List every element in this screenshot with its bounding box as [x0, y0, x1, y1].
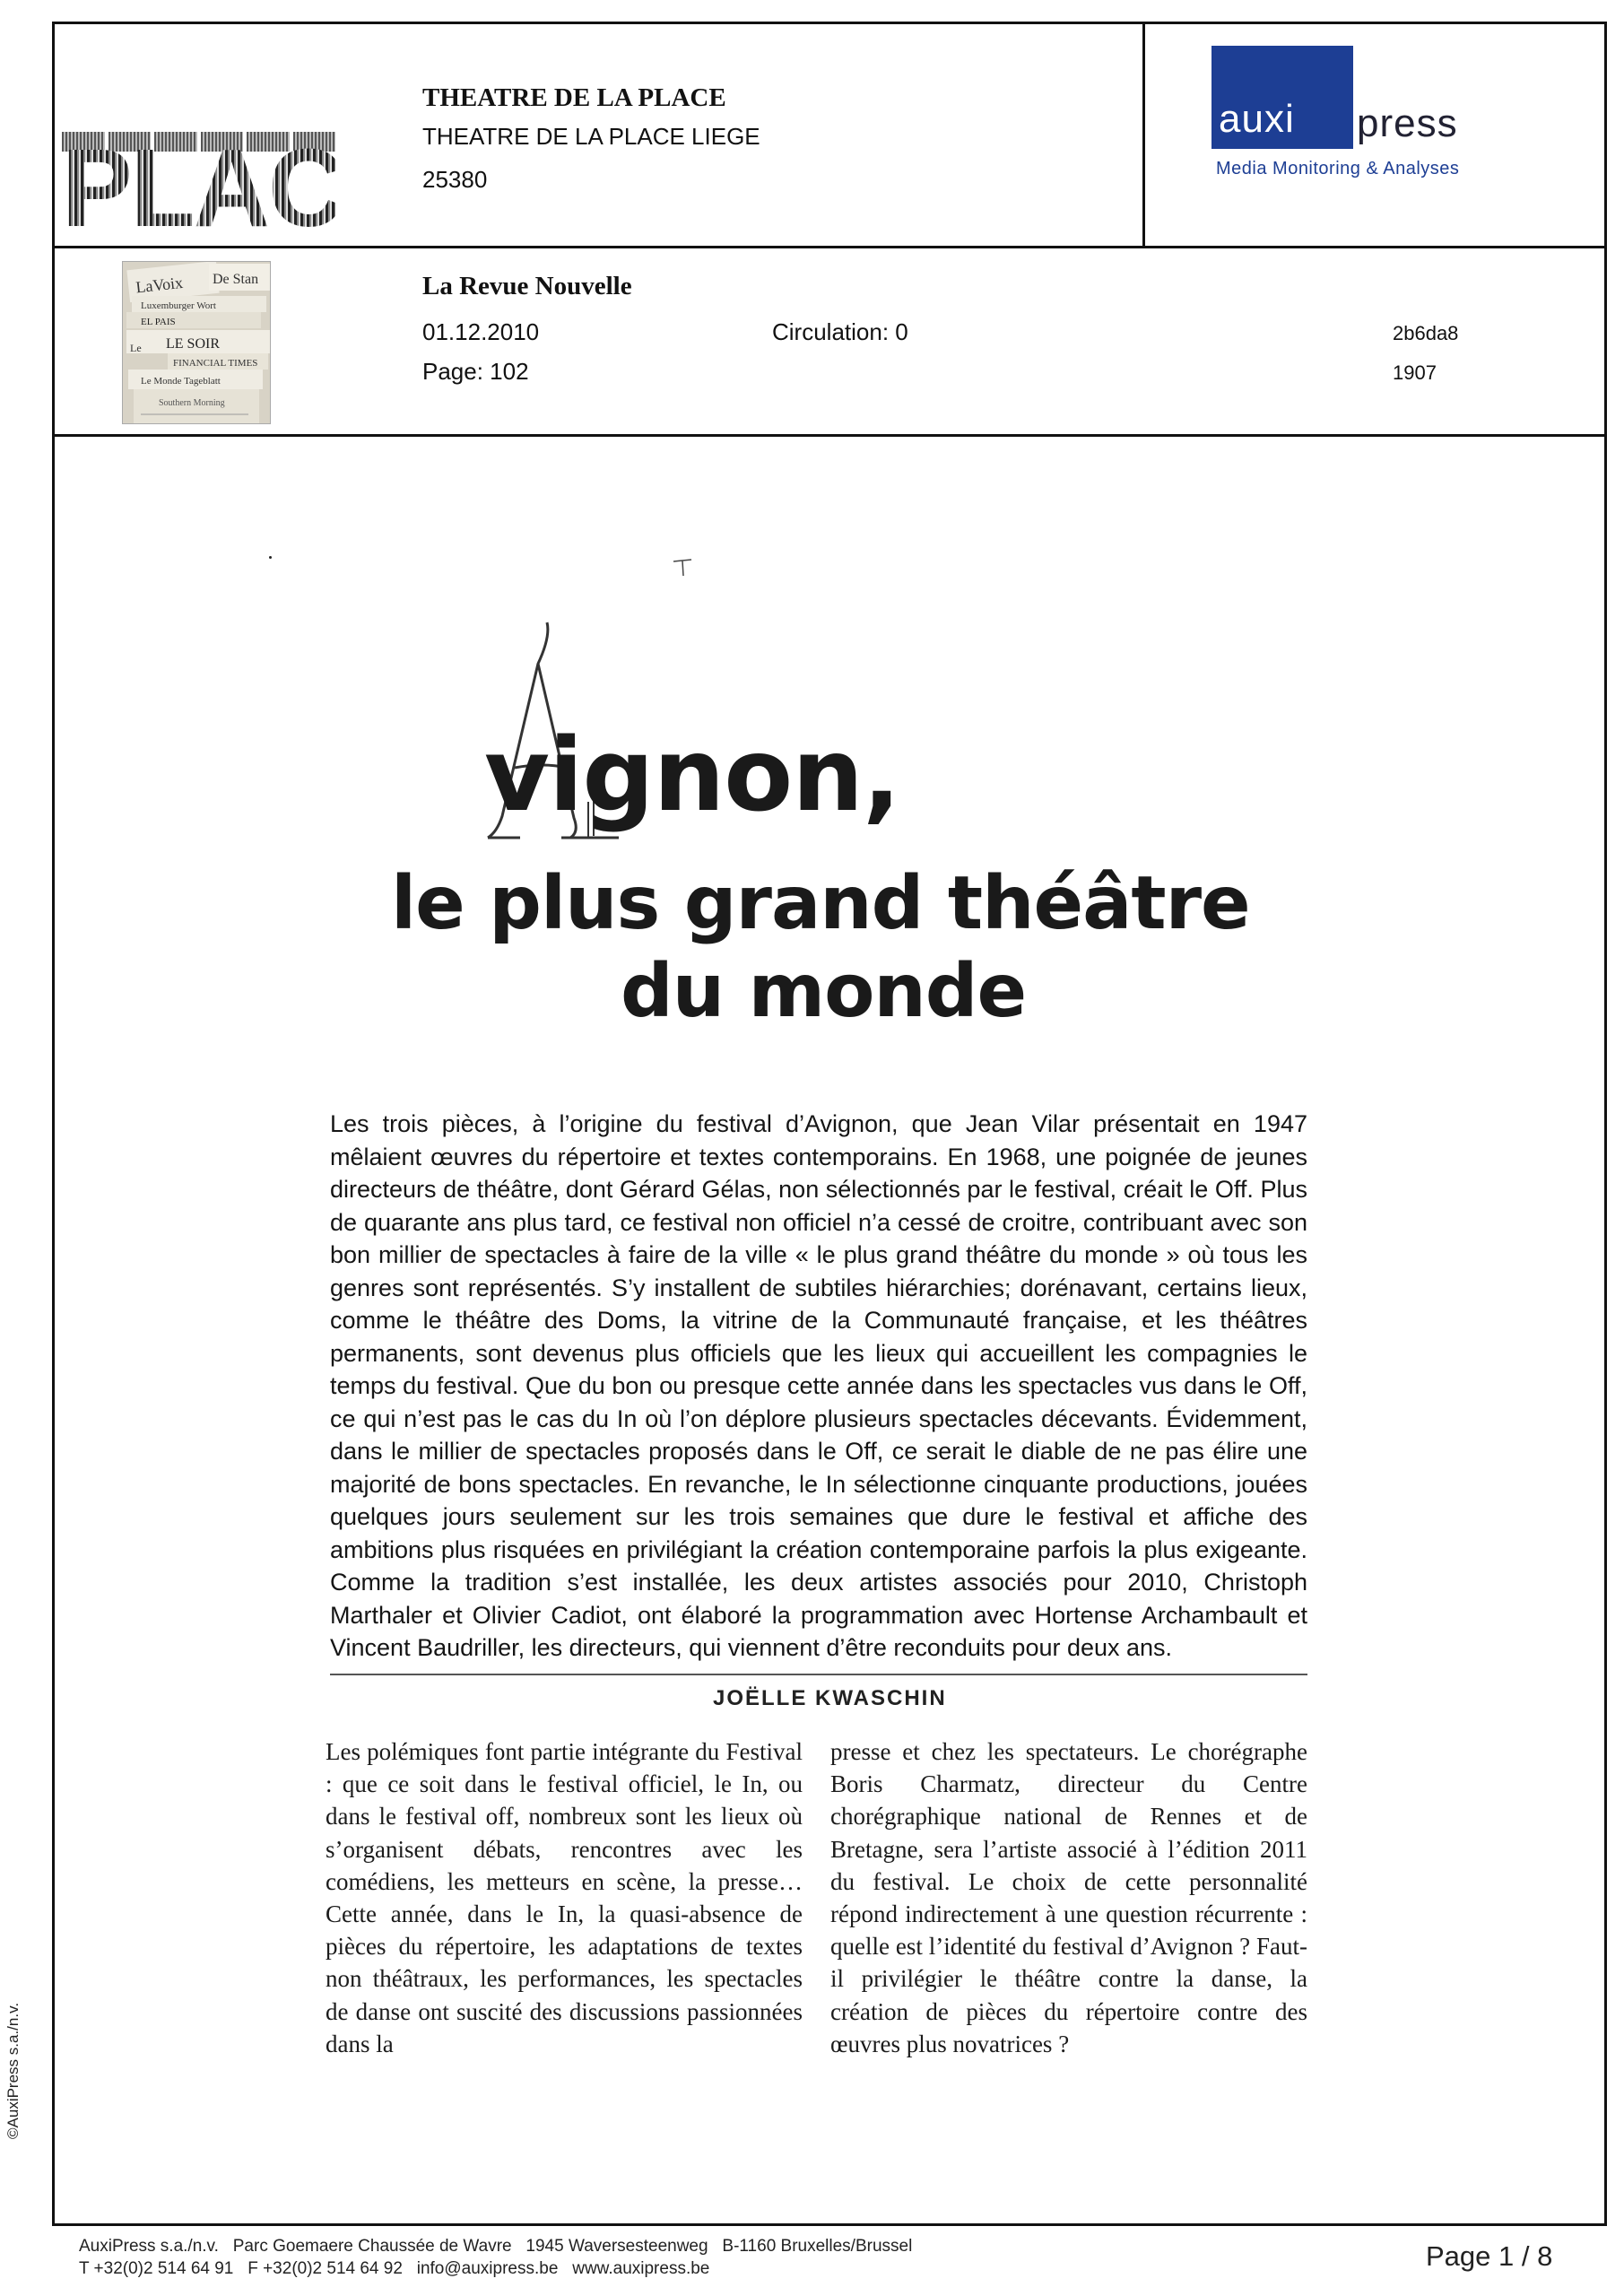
scan-mark-icon: [671, 556, 694, 579]
publication-page: Page: 102: [422, 358, 529, 385]
svg-text:Southern Morning: Southern Morning: [159, 398, 225, 408]
article-author: JOËLLE KWASCHIN: [713, 1686, 947, 1710]
client-subname: THEATRE DE LA PLACE LIEGE: [422, 123, 760, 150]
article-title-line1: vignon,: [484, 718, 900, 834]
page-number: Page 1 / 8: [1426, 2240, 1553, 2272]
article-column-1: Les polémiques font partie intégrante du Festival : que ce soit dans le festival officiel, le In, ou dans le festival off, nombreux sont les lieux où s’organisent débats, rencontres avec les comédiens, les metteurs en scène, la presse… Cette année, dans le In, la quasi-absence de pièces du répertoire, les adaptations de textes non théâtraux, les performances, les spectacles de danse ont suscité des discussions passionnées dans la: [326, 1738, 803, 2057]
auxipress-logo-auxi: auxi: [1219, 97, 1295, 141]
svg-text:EL PAIS: EL PAIS: [141, 317, 176, 327]
author-divider: [330, 1674, 1307, 1675]
newspapers-thumbnail: [122, 261, 271, 424]
logo-word: PLACE: [62, 126, 412, 251]
publication-circulation: Circulation: 0: [772, 318, 908, 345]
publication-code: 2b6da8: [1393, 322, 1459, 344]
article-title-line2: le plus grand théâtre: [391, 861, 1250, 946]
client-name: THEATRE DE LA PLACE: [422, 83, 726, 112]
copyright-vertical: ©AuxiPress s.a./n.v.: [4, 2002, 22, 2139]
client-id: 25380: [422, 166, 488, 193]
auxipress-logo-press: press: [1357, 101, 1458, 145]
publication-name: La Revue Nouvelle: [422, 272, 632, 300]
article-column-2: presse et chez les spectateurs. Le chorégraphe Boris Charmatz, directeur du Centre chorégraphique national de Rennes et de Bretagne, sera l’artiste associé à l’édition 2011 du festival. Le choix de cette personnalité répond indirectement à une question récurrente : quelle est l’identité du festival d’Avignon ? Faut-il privilégier le théâtre contre la danse, la création de pièces du répertoire contre des œuvres plus novatrices ?: [830, 1738, 1307, 2057]
publication-number: 1907: [1393, 361, 1437, 384]
svg-text:FINANCIAL TIMES: FINANCIAL TIMES: [173, 358, 258, 369]
svg-text:Luxemburger Wort: Luxemburger Wort: [141, 300, 216, 311]
article-title-line3: du monde: [621, 949, 1027, 1034]
header-row-client: [55, 24, 1604, 251]
header-divider: [1142, 24, 1145, 246]
auxipress-tagline: Media Monitoring & Analyses: [1216, 159, 1460, 178]
svg-text:LaVoix: LaVoix: [135, 273, 184, 297]
newspapers-collage-icon: [123, 262, 271, 424]
svg-text:De Stan: De Stan: [213, 272, 259, 287]
footer-address: [79, 2235, 912, 2280]
svg-text:LE SOIR: LE SOIR: [166, 336, 220, 352]
scan-speck: [269, 556, 272, 559]
auxipress-logo-box: [1211, 46, 1353, 149]
header-row-publication: [55, 248, 1604, 437]
theatre-place-logo: [62, 126, 412, 251]
footer-line-2: T +32(0)2 514 64 91 F +32(0)2 514 64 92 info@auxipress.be www.auxipress.be: [79, 2259, 710, 2278]
svg-text:Le Monde Tageblatt: Le Monde Tageblatt: [141, 376, 221, 387]
footer-line-1: AuxiPress s.a./n.v. Parc Goemaere Chaussée de Wavre 1945 Waversesteenweg B-1160 Bruxelles/Brussel: [79, 2237, 913, 2256]
publication-date: 01.12.2010: [422, 318, 540, 345]
article-chapeau: Les trois pièces, à l’origine du festival d’Avignon, que Jean Vilar présentait en 1947 mêlaient œuvres du répertoire et textes contemporains. En 1968, une poignée de jeunes directeurs de théâtre, dont Gérard Gélas, non sélectionnés par le festival, créait le Off. Plus de quarante ans plus tard, ce festival non officiel n’a cessé de croitre, contribuant avec son bon millier de spectacles à faire de la ville « le plus grand théâtre du monde » où tous les genres sont représentés. S’y installent de subtiles hiérarchies; dorénavant, certains lieux, comme le théâtre des Doms, la vitrine de la Communauté française, et les théâtres permanents, sont devenus plus officiels que les lieux qui accueillent les compagnies le temps du festival. Que du bon ou presque cette année dans les spectacles vus dans le Off, ce qui n’est pas le cas du In où l’on déplore plusieurs spectacles décevants. Évidemment, dans le millier de spectacles proposés dans le Off, ce serait le diable de ne pas élire une majorité de bons spectacles. En revanche, le In sélectionne cinquante productions, jouées quelques jours seulement sur les trois semaines que dure le festival et affiche des ambitions plus risquées en privilégiant la création contemporaine parfois la plus exigeante. Comme la tradition s’est installée, les deux artistes associés pour 2010, Christoph Marthaler et Olivier Cadiot, ont élaboré la programmation avec Hortense Archambault et Vincent Baudriller, les directeurs, qui viennent d’être reconduits pour deux ans.: [330, 1110, 1307, 1661]
svg-text:Le: Le: [130, 342, 142, 354]
